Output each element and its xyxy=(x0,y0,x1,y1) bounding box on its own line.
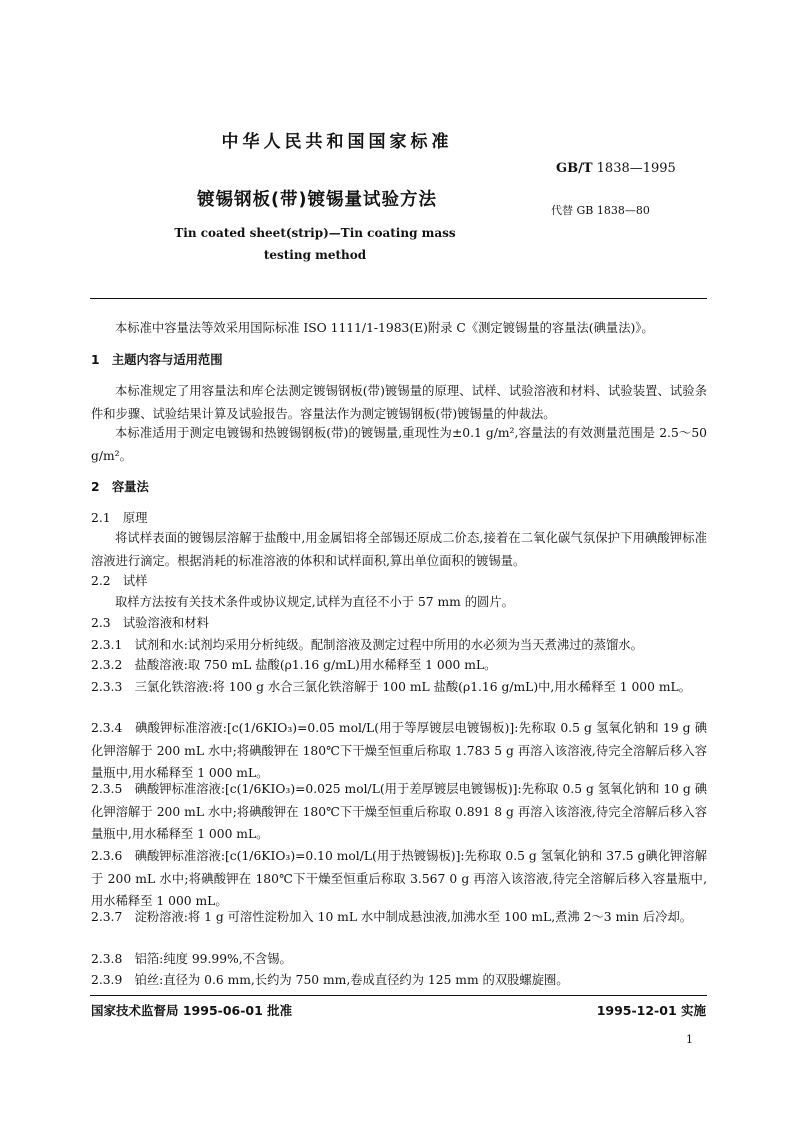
section-2-3-9: 2.3.9 铂丝:直径为 0.6 mm,长约为 750 mm,卷成直径约为 125 mm 的双股螺旋圈。 xyxy=(91,973,569,987)
intro-paragraph: 本标准中容量法等效采用国际标准 ISO 1111/1-1983(E)附录 C《测定镀锡量的容量法(碘量法)》。 xyxy=(115,321,654,335)
effective-date: 1995-12-01 实施 xyxy=(596,1003,706,1018)
section-2-3-5: 2.3.5 碘酸钾标准溶液:[c(1/6KIO₃)=0.025 mol/L(用于差厚镀层电镀锡板)]:先称取 0.5 g 氢氧化钠和 10 g 碘化钾溶解于 200 mL 水中;将碘酸钾在 180℃下干燥至恒重后称取 0.891 8 g 再溶入该溶液,待完全溶解后移入容量瓶中,用水稀释至 1 000 mL。 xyxy=(91,782,707,842)
title-en-line1: Tin coated sheet(strip)—Tin coating mass xyxy=(174,226,456,240)
section-2-3-4: 2.3.4 碘酸钾标准溶液:[c(1/6KIO₃)=0.05 mol/L(用于等厚镀层电镀锡板)]:先称取 0.5 g 氢氧化钠和 19 g 碘化钾溶解于 200 mL 水中;将碘酸钾在 180℃下干燥至恒重后称取 1.783 5 g 再溶入该溶液,待完全溶解后移入容量瓶中,用水稀释至 1 000 mL。 xyxy=(91,721,707,781)
standard-code xyxy=(556,161,676,176)
standard-code-number: 1838—1995 xyxy=(596,161,676,176)
section-2-1-text: 将试样表面的镀锡层溶解于盐酸中,用金属铝将全部锡还原成二价态,接着在二氧化碳气氛保护下用碘酸钾标准溶液进行滴定。根据消耗的标准溶液的体积和试样面积,算出单位面积的镀锡量。 xyxy=(91,531,707,568)
page-number: 1 xyxy=(686,1033,693,1046)
footer-divider xyxy=(90,995,707,996)
document-title-zh: 镀锡钢板(带)镀锡量试验方法 xyxy=(197,190,437,210)
section-2-3-8: 2.3.8 铝箔:纯度 99.99%,不含锡。 xyxy=(91,952,292,966)
section-2-3-1: 2.3.1 试剂和水:试剂均采用分析纯级。配制溶液及测定过程中所用的水必须为当天煮沸过的蒸馏水。 xyxy=(91,638,643,652)
section-2-2-text: 取样方法按有关技术条件或协议规定,试样为直径不小于 57 mm 的圆片。 xyxy=(115,595,514,609)
standard-code-prefix: GB/T xyxy=(556,161,593,176)
replaces-standard: 代替 GB 1838—80 xyxy=(551,204,650,217)
section-2-3-heading: 2.3 试验溶液和材料 xyxy=(91,616,209,630)
section-2-3-6: 2.3.6 碘酸钾标准溶液:[c(1/6KIO₃)=0.10 mol/L(用于热镀锡板)]:先称取 0.5 g 氢氧化钠和 37.5 g碘化钾溶解于 200 mL 水中;将碘酸钾在 180℃下干燥至恒重后称取 3.567 0 g 再溶入该溶液,待完全溶解后移入容量瓶中,用水稀释至 1 000 mL。 xyxy=(91,849,707,909)
section-2-1-heading: 2.1 原理 xyxy=(91,511,148,525)
header-divider xyxy=(90,298,707,299)
section-2-2-heading: 2.2 试样 xyxy=(91,574,148,588)
section-2-3-7: 2.3.7 淀粉溶液:将 1 g 可溶性淀粉加入 10 mL 水中制成悬浊液,加沸水至 100 mL,煮沸 2～3 min 后冷却。 xyxy=(91,910,693,924)
section-2-3-2: 2.3.2 盐酸溶液:取 750 mL 盐酸(ρ1.16 g/mL)用水稀释至 1 000 mL。 xyxy=(91,658,497,672)
document-title-en xyxy=(0,222,794,266)
section-1-paragraph-1: 本标准规定了用容量法和库仑法测定镀锡钢板(带)镀锡量的原理、试样、试验溶液和材料、试验装置、试验条件和步骤、试验结果计算及试验报告。容量法作为测定镀锡钢板(带)镀锡量的仲裁法。 xyxy=(91,384,707,421)
title-en-line2: testing method xyxy=(263,248,367,262)
section-2-3-3: 2.3.3 三氯化铁溶液:将 100 g 水合三氯化铁溶解于 100 mL 盐酸(ρ1.16 g/mL)中,用水稀释至 1 000 mL。 xyxy=(91,680,691,694)
approval-date: 国家技术监督局 1995-06-01 批准 xyxy=(91,1003,293,1018)
section-1-heading: 1 主题内容与适用范围 xyxy=(91,353,223,367)
section-2-heading: 2 容量法 xyxy=(91,480,149,494)
section-1-paragraph-2: 本标准适用于测定电镀锡和热镀锡钢板(带)的镀锡量,重现性为±0.1 g/m²,容量法的有效测量范围是 2.5～50 g/m²。 xyxy=(91,426,707,463)
national-standard-title: 中华人民共和国国家标准 xyxy=(221,132,453,152)
